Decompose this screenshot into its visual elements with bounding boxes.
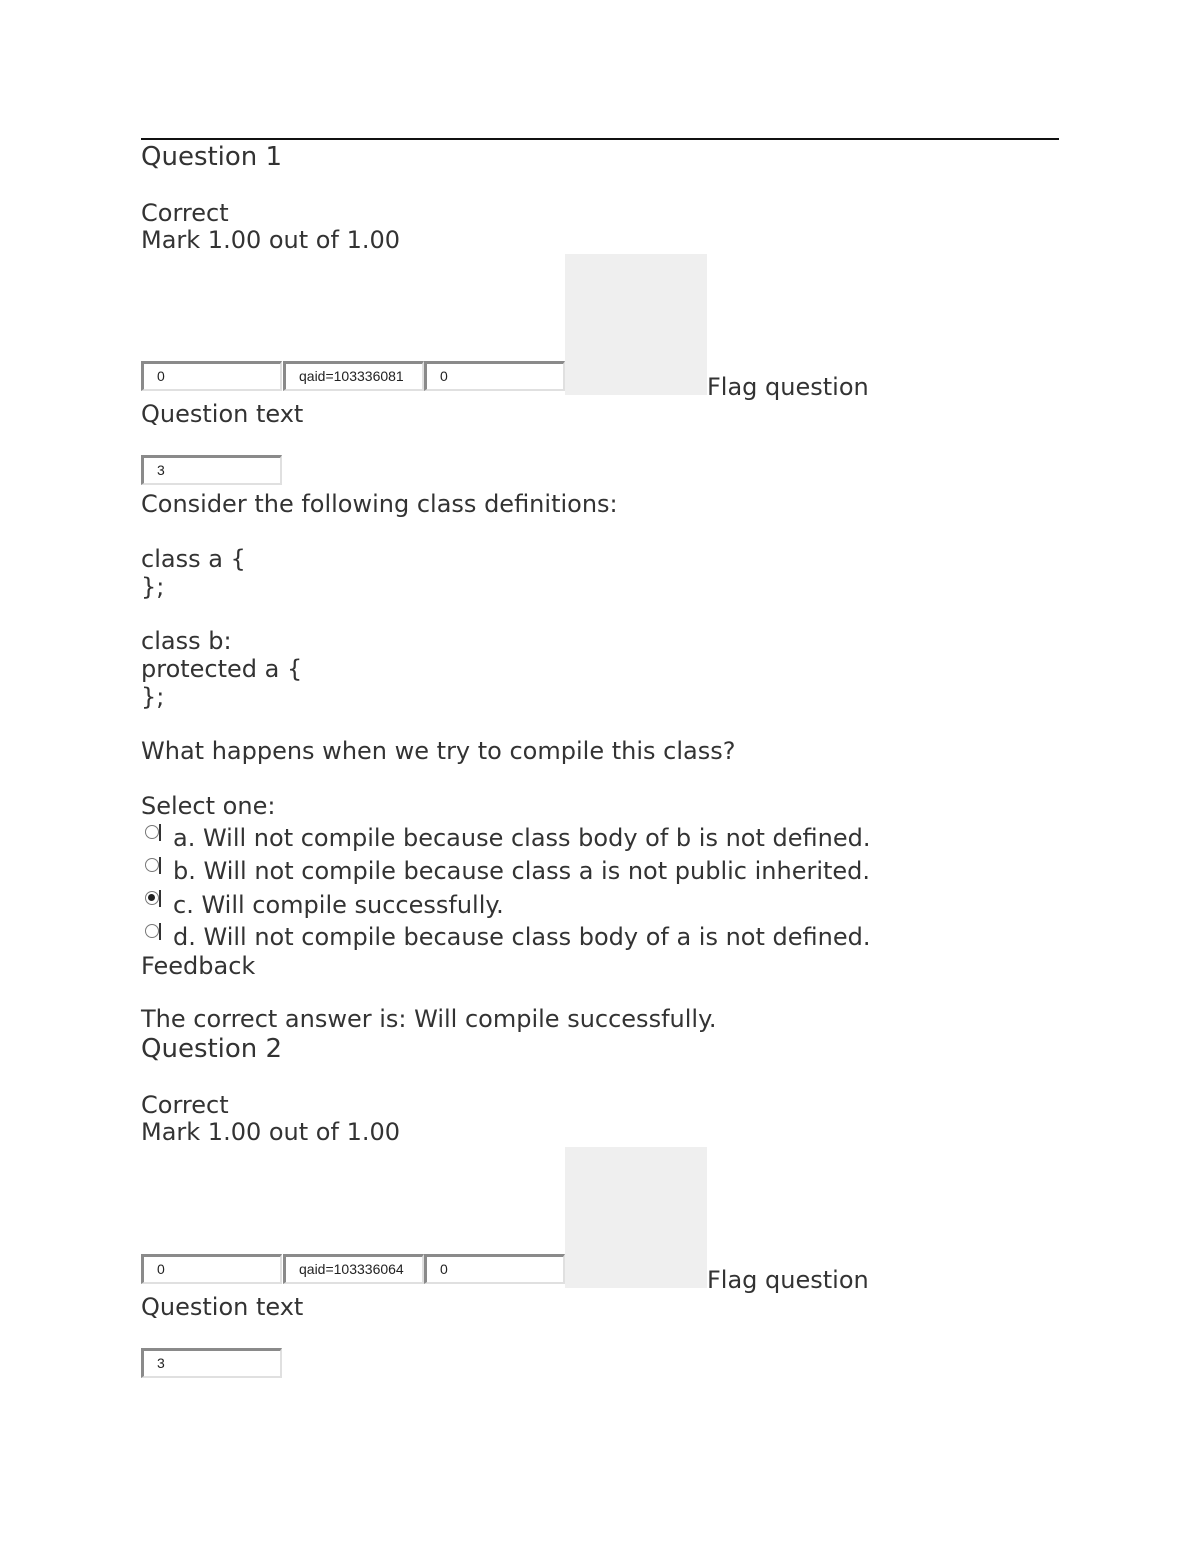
question-1-line-4: class b:: [141, 627, 232, 655]
question-1-text-label: Question text: [141, 400, 304, 428]
question-2-heading: Question 2: [141, 1034, 283, 1064]
option-d-label[interactable]: d. Will not compile because class body of a is not defined.: [173, 923, 871, 951]
option-c-radio[interactable]: [145, 891, 159, 905]
question-2-flag-icon[interactable]: [565, 1147, 707, 1288]
option-a-label[interactable]: a. Will not compile because class body of b is not defined.: [173, 824, 871, 852]
question-1-select-label: Select one:: [141, 792, 276, 820]
question-1-feedback-label: Feedback: [141, 952, 256, 980]
question-1-heading: Question 1: [141, 142, 283, 172]
question-1-feedback-text: The correct answer is: Will compile successfully.: [141, 1005, 717, 1033]
option-a-radio[interactable]: [145, 825, 159, 839]
quiz-review-page: [141, 0, 1059, 1553]
option-d-radio[interactable]: [145, 924, 159, 938]
question-1-line-2: class a {: [141, 545, 246, 573]
question-2-hidden-field-1[interactable]: 0: [141, 1254, 282, 1284]
question-2-grade: Mark 1.00 out of 1.00: [141, 1118, 401, 1146]
question-1-flag-icon[interactable]: [565, 254, 707, 395]
question-2-flag-label[interactable]: Flag question: [707, 1266, 869, 1294]
question-2-text-field[interactable]: 3: [141, 1348, 282, 1378]
question-1-line-3: };: [141, 573, 165, 601]
question-2-qaid-field[interactable]: qaid=103336064: [283, 1254, 424, 1284]
question-1-flag-label[interactable]: Flag question: [707, 373, 869, 401]
option-c-label[interactable]: c. Will compile successfully.: [173, 891, 504, 919]
option-b-radio[interactable]: [145, 858, 159, 872]
question-1-line-7: What happens when we try to compile this class?: [141, 737, 736, 765]
selected-dot: [148, 894, 155, 901]
top-divider: [141, 138, 1059, 140]
question-1-state: Correct: [141, 199, 229, 227]
question-1-line-6: };: [141, 683, 165, 711]
option-b-label[interactable]: b. Will not compile because class a is not public inherited.: [173, 857, 871, 885]
question-1-qaid-field[interactable]: qaid=103336081: [283, 361, 424, 391]
question-1-hidden-field-2[interactable]: 0: [424, 361, 565, 391]
question-2-hidden-field-2[interactable]: 0: [424, 1254, 565, 1284]
question-1-grade: Mark 1.00 out of 1.00: [141, 226, 401, 254]
question-1-hidden-field-1[interactable]: 0: [141, 361, 282, 391]
question-1-line-5: protected a {: [141, 655, 303, 683]
question-2-state: Correct: [141, 1091, 229, 1119]
question-2-text-label: Question text: [141, 1293, 304, 1321]
question-1-line-1: Consider the following class definitions:: [141, 490, 618, 518]
question-1-text-field[interactable]: 3: [141, 455, 282, 485]
